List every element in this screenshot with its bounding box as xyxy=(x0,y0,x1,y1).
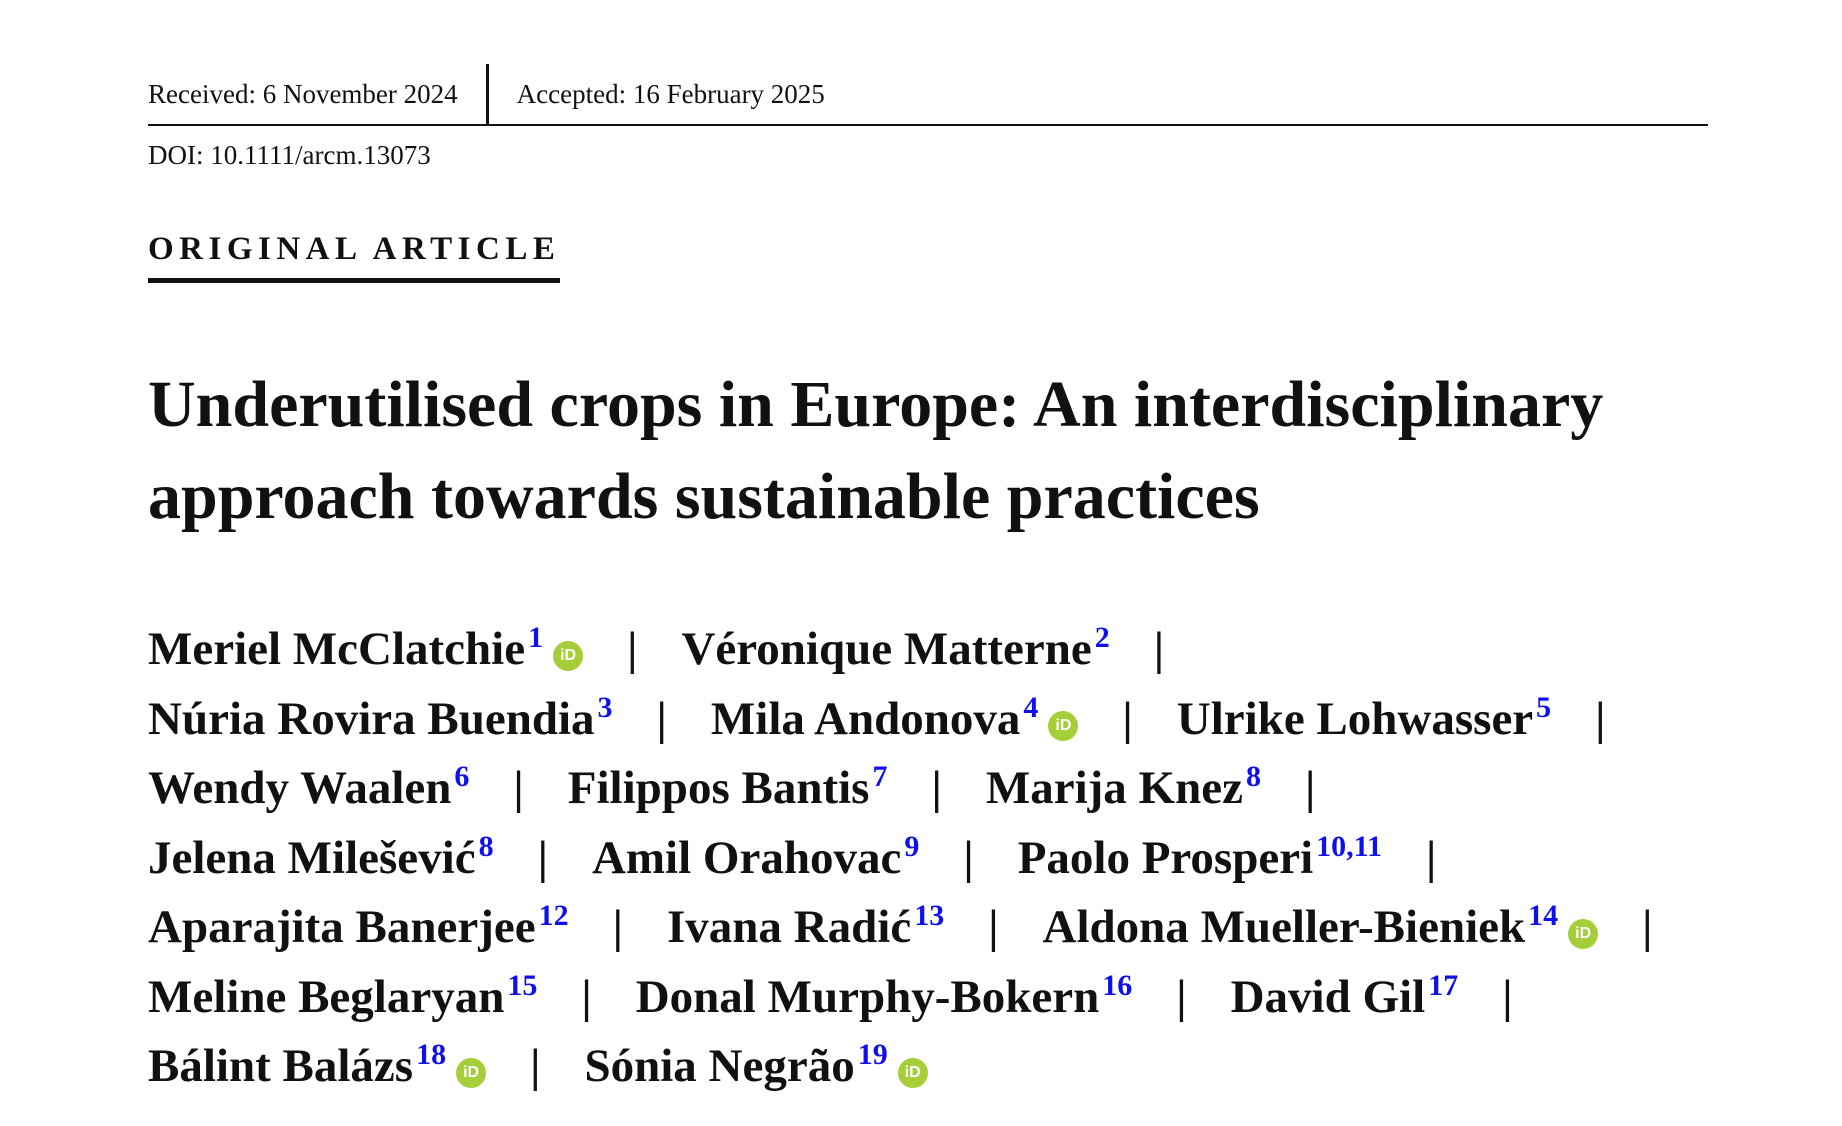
author-separator: | xyxy=(530,1040,541,1092)
author-name: Mila Andonova xyxy=(710,692,1021,745)
author xyxy=(681,623,1109,675)
author-separator: | xyxy=(513,762,524,814)
author-name: David Gil xyxy=(1230,970,1426,1023)
doi[interactable]: DOI: 10.1111/arcm.13073 xyxy=(148,140,431,170)
title-line-1: Underutilised crops in Europe: An interdisciplinary xyxy=(148,368,1604,441)
affiliation-link[interactable]: 5 xyxy=(1536,690,1552,724)
author-name: Véronique Matterne xyxy=(681,623,1092,675)
author-separator: | xyxy=(931,762,942,814)
author-name: Filippos Bantis xyxy=(567,762,870,814)
orcid-icon[interactable]: iD xyxy=(1048,711,1078,741)
author xyxy=(1176,690,1552,745)
affiliation-link[interactable]: 8 xyxy=(478,829,494,863)
author-separator: | xyxy=(963,831,974,884)
author-name: Meline Beglaryan xyxy=(148,970,505,1023)
author xyxy=(1043,901,1599,953)
author-name: Wendy Waalen xyxy=(148,762,452,814)
affiliation-link[interactable]: 13 xyxy=(914,899,945,932)
author xyxy=(148,901,569,953)
article-type-label: ORIGINAL ARTICLE xyxy=(148,231,560,283)
orcid-icon[interactable]: iD xyxy=(898,1058,928,1088)
author-separator: | xyxy=(1153,623,1165,675)
author-separator: | xyxy=(581,970,592,1023)
author-separator: | xyxy=(627,623,638,675)
dates-row xyxy=(148,64,1708,124)
author xyxy=(148,690,613,745)
author xyxy=(635,968,1133,1023)
affiliation-link[interactable]: 9 xyxy=(904,829,920,863)
affiliation-link[interactable]: 14 xyxy=(1528,899,1559,932)
author xyxy=(591,829,920,884)
author-separator: | xyxy=(1304,762,1316,814)
article-title xyxy=(148,359,1708,543)
received-date: Received: 6 November 2024 xyxy=(148,64,489,124)
author-name: Sónia Negrão xyxy=(584,1040,855,1092)
author xyxy=(710,690,1079,745)
author xyxy=(148,829,494,884)
author-name: Aparajita Banerjee xyxy=(148,901,536,953)
orcid-icon[interactable]: iD xyxy=(553,641,583,671)
affiliation-link[interactable]: 3 xyxy=(597,690,613,724)
author-separator: | xyxy=(1642,901,1653,953)
author-name: Aldona Mueller-Bieniek xyxy=(1042,901,1526,953)
author-separator: | xyxy=(537,831,548,884)
author-separator: | xyxy=(1595,692,1606,745)
affiliation-link[interactable]: 18 xyxy=(416,1038,447,1071)
orcid-icon[interactable]: iD xyxy=(456,1058,486,1088)
author-name: Núria Rovira Buendia xyxy=(148,692,595,745)
author xyxy=(148,762,469,814)
orcid-icon[interactable]: iD xyxy=(1568,919,1598,949)
author-name: Marija Knez xyxy=(985,762,1243,814)
author xyxy=(148,623,583,675)
author xyxy=(986,762,1261,814)
author xyxy=(1017,829,1382,884)
affiliation-link[interactable]: 2 xyxy=(1094,621,1110,654)
author xyxy=(148,968,538,1023)
author-separator: | xyxy=(988,901,999,953)
author-separator: | xyxy=(656,692,667,745)
affiliation-link[interactable]: 1 xyxy=(528,621,544,654)
author-name: Meriel McClatchie xyxy=(148,623,526,675)
author xyxy=(568,762,888,814)
affiliation-link[interactable]: 4 xyxy=(1023,690,1039,724)
author xyxy=(667,901,944,953)
author-separator: | xyxy=(612,901,623,953)
author xyxy=(1230,968,1459,1023)
author-name: Jelena Milešević xyxy=(148,831,476,884)
affiliation-link[interactable]: 7 xyxy=(872,760,888,793)
author-separator: | xyxy=(1122,692,1133,745)
author-name: Ivana Radić xyxy=(667,901,912,953)
affiliation-link[interactable]: 16 xyxy=(1102,968,1133,1002)
author-name: Paolo Prosperi xyxy=(1017,831,1314,884)
author xyxy=(584,1040,927,1092)
article-first-page xyxy=(148,64,1708,1102)
affiliation-link[interactable]: 19 xyxy=(857,1038,888,1071)
accepted-date: Accepted: 16 February 2025 xyxy=(516,79,825,109)
author-separator: | xyxy=(1426,831,1437,884)
affiliation-link[interactable]: 17 xyxy=(1428,968,1459,1002)
affiliation-link[interactable]: 8 xyxy=(1245,760,1261,793)
title-line-2: approach towards sustainable practices xyxy=(148,460,1260,533)
affiliation-link[interactable]: 15 xyxy=(507,968,538,1002)
affiliation-link[interactable]: 6 xyxy=(454,760,470,793)
header-divider xyxy=(148,124,1708,126)
author-name: Donal Murphy-Bokern xyxy=(635,970,1100,1023)
author-name: Ulrike Lohwasser xyxy=(1176,692,1534,745)
author-name: Bálint Balázs xyxy=(148,1040,414,1092)
author-list xyxy=(148,615,1688,1102)
affiliation-link[interactable]: 10,11 xyxy=(1316,829,1382,863)
author-separator: | xyxy=(1502,970,1513,1023)
author-name: Amil Orahovac xyxy=(591,831,902,884)
author xyxy=(148,1040,486,1092)
author-separator: | xyxy=(1176,970,1187,1023)
affiliation-link[interactable]: 12 xyxy=(538,899,569,932)
